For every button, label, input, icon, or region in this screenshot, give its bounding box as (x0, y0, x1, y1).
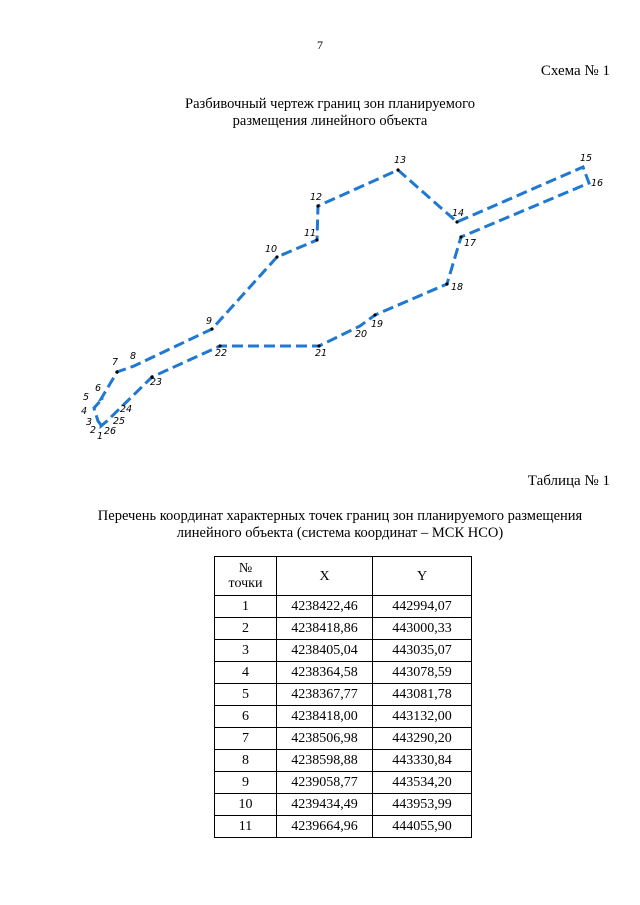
table-row (215, 640, 472, 662)
cell-y: 443330,84 (373, 750, 472, 772)
table-row (215, 750, 472, 772)
table-row (215, 772, 472, 794)
point-label-22: 22 (215, 348, 228, 359)
cell-point-number: 5 (215, 684, 277, 706)
cell-y: 443534,20 (373, 772, 472, 794)
point-label-23: 23 (150, 377, 163, 388)
cell-point-number: 7 (215, 728, 277, 750)
cell-point-number: 4 (215, 662, 277, 684)
boundary-polygon (94, 167, 589, 426)
cell-point-number: 2 (215, 618, 277, 640)
table-row (215, 794, 472, 816)
table-row (215, 662, 472, 684)
scheme-label: Схема № 1 (540, 63, 610, 79)
cell-x: 4238418,00 (277, 706, 373, 728)
point-label-17: 17 (464, 238, 477, 249)
cell-x: 4239664,96 (277, 816, 373, 838)
cell-x: 4239434,49 (277, 794, 373, 816)
table-row (215, 596, 472, 618)
cell-point-number: 6 (215, 706, 277, 728)
point-label-18: 18 (451, 282, 464, 293)
point-label-3: 3 (86, 417, 93, 428)
drawing-title-line-1: Разбивочный чертеж границ зон планируемого (185, 96, 475, 112)
cell-point-number: 10 (215, 794, 277, 816)
cell-y: 443078,59 (373, 662, 472, 684)
point-label-21: 21 (315, 348, 328, 359)
point-label-1: 1 (97, 431, 104, 442)
point-label-20: 20 (355, 329, 368, 340)
cell-point-number: 9 (215, 772, 277, 794)
cell-y: 442994,07 (373, 596, 472, 618)
point-label-12: 12 (310, 192, 323, 203)
point-label-15: 15 (580, 153, 593, 164)
coordinates-table (214, 556, 472, 838)
point-label-24: 24 (120, 404, 133, 415)
point-label-4: 4 (81, 406, 88, 417)
point-label-2: 2 (90, 425, 97, 436)
point-label-8: 8 (130, 351, 137, 362)
point-label-26: 26 (104, 426, 117, 437)
cell-x: 4239058,77 (277, 772, 373, 794)
point-label-5: 5 (83, 392, 90, 403)
table-row (215, 618, 472, 640)
cell-point-number: 1 (215, 596, 277, 618)
drawing-title (120, 96, 540, 130)
table-label: Таблица № 1 (527, 473, 610, 489)
point-label-19: 19 (371, 319, 384, 330)
point-label-10: 10 (265, 244, 278, 255)
point-label-16: 16 (591, 178, 604, 189)
cell-y: 444055,90 (373, 816, 472, 838)
cell-y: 443035,07 (373, 640, 472, 662)
cell-x: 4238418,86 (277, 618, 373, 640)
table-row (215, 728, 472, 750)
header-x: X (277, 557, 373, 596)
coordinates-list-title (70, 508, 610, 542)
list-title-line-2: линейного объекта (система координат – МСК НСО) (176, 525, 504, 541)
point-label-9: 9 (206, 316, 213, 327)
cell-y: 443953,99 (373, 794, 472, 816)
table-row (215, 816, 472, 838)
header-point-number: № точки (215, 557, 277, 596)
point-label-7: 7 (112, 357, 119, 368)
cell-x: 4238422,46 (277, 596, 373, 618)
cell-y: 443290,20 (373, 728, 472, 750)
cell-point-number: 8 (215, 750, 277, 772)
point-label-11: 11 (304, 228, 317, 239)
cell-x: 4238598,88 (277, 750, 373, 772)
list-title-line-1: Перечень координат характерных точек границ зон планируемого размещения (97, 508, 583, 524)
cell-x: 4238364,58 (277, 662, 373, 684)
cell-point-number: 3 (215, 640, 277, 662)
point-label-14: 14 (452, 208, 465, 219)
cell-point-number: 11 (215, 816, 277, 838)
table-row (215, 706, 472, 728)
header-y: Y (373, 557, 472, 596)
boundary-drawing (0, 140, 640, 450)
table-row (215, 684, 472, 706)
cell-x: 4238367,77 (277, 684, 373, 706)
cell-y: 443132,00 (373, 706, 472, 728)
cell-x: 4238405,04 (277, 640, 373, 662)
table-header-row (215, 557, 472, 596)
point-label-13: 13 (394, 155, 407, 166)
cell-y: 443081,78 (373, 684, 472, 706)
drawing-title-line-2: размещения линейного объекта (232, 113, 428, 129)
page-number: 7 (317, 38, 323, 52)
point-label-6: 6 (95, 383, 102, 394)
point-label-25: 25 (113, 416, 126, 427)
cell-y: 443000,33 (373, 618, 472, 640)
cell-x: 4238506,98 (277, 728, 373, 750)
